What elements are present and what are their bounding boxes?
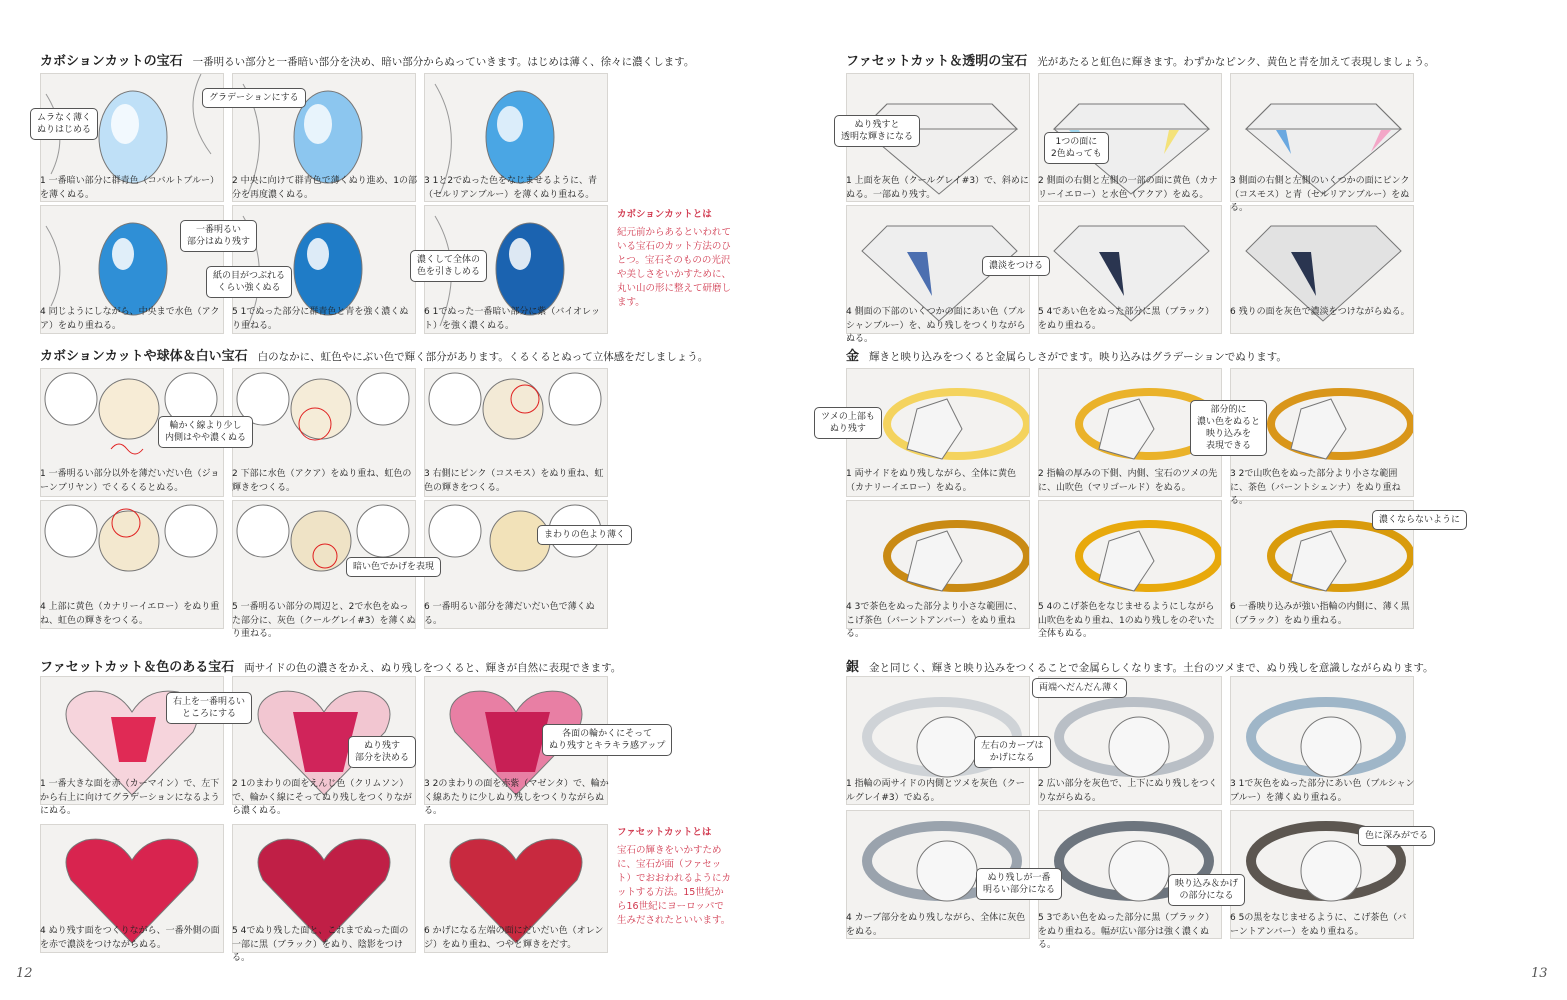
step-caption: 6 一番明るい部分を薄だいだい色で薄くぬる。 xyxy=(424,602,595,626)
callout-bubble: ぬり残しが一番 明るい部分になる xyxy=(976,868,1062,900)
step-caption: 6 一番映り込みが強い指輪の内側に、薄く黒（ブラック）をぬり重ねる。 xyxy=(1230,602,1410,626)
section-title-gold: 金 輝きと映り込みをつくると金属らしさがでます。映り込みはグラデーションでぬります。 xyxy=(846,349,1287,364)
step-caption: 1 一番大きな面を赤（カーマイン）で、左下から右上に向けてグラデーションになるようにぬる。 xyxy=(40,779,220,816)
step-caption: 3 側面の右側と左側のいくつかの面にピンク（コスモス）と青（セルリアンブルー）をぬる。 xyxy=(1230,176,1410,213)
step-caption: 5 4であい色をぬった部分に黒（ブラック）をぬり重ねる。 xyxy=(1038,307,1215,331)
callout-bubble: グラデーションにする xyxy=(202,88,306,108)
step-caption: 4 上部に黄色（カナリーイエロー）をぬり重ね、虹色の輝きをつくる。 xyxy=(40,602,220,626)
callout-bubble: ぬり残すと 透明な輝きになる xyxy=(834,115,920,147)
callout-bubble: 映り込み＆かげ の部分になる xyxy=(1168,874,1245,906)
callout-bubble: 暗い色でかげを表現 xyxy=(346,557,441,577)
step-caption: 2 下部に水色（アクア）をぬり重ね、虹色の輝きをつくる。 xyxy=(232,469,412,493)
step-caption: 1 一番明るい部分以外を薄だいだい色（ジョーンブリヤン）でくるくるとぬる。 xyxy=(40,469,220,493)
step-caption: 5 3であい色をぬった部分に黒（ブラック）をぬり重ねる。幅が広い部分は強く濃くぬる。 xyxy=(1038,913,1215,950)
callout-bubble: 輪かく線より少し 内側はやや濃くぬる xyxy=(158,416,253,448)
step-caption: 3 1で灰色をぬった部分にあい色（ブルシャンブルー）を薄くぬり重ねる。 xyxy=(1230,779,1415,803)
step-caption: 5 4でぬり残した面と、これまでぬった面の一部に黒（ブラック）をぬり、陰影をつける。 xyxy=(232,926,409,963)
step-caption: 6 1でぬった一番暗い部分に紫（バイオレット）を強く濃くぬる。 xyxy=(424,307,600,331)
callout-bubble: 部分的に 濃い色をぬると 映り込みを 表現できる xyxy=(1190,400,1267,456)
section-title-cabochon: カボションカットの宝石 一番明るい部分と一番暗い部分を決め、暗い部分からぬっていきます。はじめは薄く、徐々に濃くします。 xyxy=(40,54,695,69)
callout-bubble: 1つの面に 2色ぬっても xyxy=(1044,132,1109,164)
step-caption: 5 一番明るい部分の周辺と、2で水色をぬった部分に、灰色（クールグレイ#3）を薄くぬり重ねる。 xyxy=(232,602,416,639)
callout-bubble: 濃くして全体の 色を引きしめる xyxy=(410,250,487,282)
section-title-colored-facet: ファセットカット＆色のある宝石 両サイドの色の濃さをかえ、ぬり残しをつくると、輝きが自然に表現できます。 xyxy=(40,660,622,675)
side-note-cabochon: カボションカットとは 紀元前からあるといわれている宝石のカット方法のひとつ。宝石そのものの光沢や美しさをいかすために、丸い山の形に整えて研磨します。 xyxy=(617,209,732,308)
step-caption: 1 上面を灰色（クールグレイ#3）で、斜めにぬる。一部ぬり残す。 xyxy=(846,176,1029,200)
step-caption: 2 1のまわりの面をえんじ色（クリムソン）で、輪かく線にそってぬり残しをつくりながら濃くぬる。 xyxy=(232,779,412,816)
step-caption: 6 5の黒をなじませるように、こげ茶色（バーントアンバー）をぬり重ねる。 xyxy=(1230,913,1407,937)
step-caption: 1 両サイドをぬり残しながら、全体に黄色（カナリーイエロー）をぬる。 xyxy=(846,469,1016,493)
callout-bubble: 左右のカーブは かげになる xyxy=(974,736,1051,768)
step-caption: 1 一番暗い部分に群青色（コバルトブルー）を薄くぬる。 xyxy=(40,176,219,200)
callout-bubble: ムラなく薄く ぬりはじめる xyxy=(30,108,98,140)
step-caption: 3 1と2でぬった色をなじませるように、青（セルリアンブルー）を薄くぬり重ねる。 xyxy=(424,176,598,200)
section-title-white-gem: カボションカットや球体＆白い宝石 白のなかに、虹色やにぶい色で輝く部分があります。くるくるとぬって立体感をだしましょう。 xyxy=(40,349,709,364)
callout-bubble: 色に深みがでる xyxy=(1358,826,1435,846)
step-caption: 2 指輪の厚みの下側、内側、宝石のツメの先に、山吹色（マリゴールド）をぬる。 xyxy=(1038,469,1218,493)
callout-bubble: 一番明るい 部分はぬり残す xyxy=(180,220,257,252)
callout-bubble: 右上を一番明るい ところにする xyxy=(166,692,252,724)
step-caption: 6 かげになる左端の面にだいだい色（オレンジ）をぬり重ね、つやと輝きをだす。 xyxy=(424,926,604,950)
side-note-facet: ファセットカットとは 宝石の輝きをいかすために、宝石が面（ファセット）でおおわれるようにカットする方法。15世紀から16世紀にヨーロッパで生みだされたといいます。 xyxy=(617,827,732,926)
step-caption: 4 カーブ部分をぬり残しながら、全体に灰色をぬる。 xyxy=(846,913,1026,937)
callout-bubble: ぬり残す 部分を決める xyxy=(348,736,416,768)
step-caption: 4 3で茶色をぬった部分より小さな範囲に、こげ茶色（バーントアンバー）をぬり重ねる。 xyxy=(846,602,1023,639)
section-title-clear-facet: ファセットカット＆透明の宝石 光があたると虹色に輝きます。わずかなピンク、黄色と青を加えて表現しましょう。 xyxy=(846,54,1435,69)
section-title-silver: 銀 金と同じく、輝きと映り込みをつくることで金属らしくなります。土台のツメまで、ぬり残しを意識しながらぬります。 xyxy=(846,660,1434,675)
step-caption: 2 側面の右側と左側の一部の面に黄色（カナリーイエロー）と水色（アクア）をぬる。 xyxy=(1038,176,1218,200)
step-caption: 3 2のまわりの面を赤紫（マゼンタ）で、輪かく線あたりに少しぬり残しをつくりながらぬる。 xyxy=(424,779,609,816)
step-caption: 5 1でぬった部分に群青色と青を強く濃くぬり重ねる。 xyxy=(232,307,409,331)
step-caption: 3 2で山吹色をぬった部分より小さな範囲に、茶色（バーントシェンナ）をぬり重ねる。 xyxy=(1230,469,1401,506)
callout-bubble: まわりの色より薄く xyxy=(537,525,632,545)
step-caption: 2 広い部分を灰色で、上下にぬり残しをつくりながらぬる。 xyxy=(1038,779,1218,803)
callout-bubble: 濃淡をつける xyxy=(982,256,1050,276)
step-caption: 4 同じようにしながら、中央まで水色（アクア）をぬり重ねる。 xyxy=(40,307,220,331)
step-caption: 5 4のこげ茶色をなじませるようにしながら山吹色をぬり重ね、1のぬり残しをのぞいた全体もぬる。 xyxy=(1038,602,1215,639)
callout-bubble: 各面の輪かくにそって ぬり残すとキラキラ感アップ xyxy=(542,724,672,756)
callout-bubble: 紙の目がつぶれる くらい強くぬる xyxy=(206,266,292,298)
step-caption: 4 側面の下部のいくつかの面にあい色（ブルシャンブルー）を、ぬり残しをつくりながらぬる。 xyxy=(846,307,1026,344)
page-number-left: 12 xyxy=(16,966,33,981)
step-caption: 1 指輪の両サイドの内側とツメを灰色（クールグレイ#3）でぬる。 xyxy=(846,779,1025,803)
callout-bubble: 濃くならないように xyxy=(1372,510,1467,530)
callout-bubble: ツメの上部も ぬり残す xyxy=(814,407,882,439)
step-caption: 6 残りの面を灰色で濃淡をつけながらぬる。 xyxy=(1230,307,1410,317)
callout-bubble: 両端へだんだん薄く xyxy=(1032,678,1127,698)
page-number-right: 13 xyxy=(1531,966,1548,981)
step-caption: 3 右側にピンク（コスモス）をぬり重ね、虹色の輝きをつくる。 xyxy=(424,469,604,493)
step-caption: 4 ぬり残す面をつくりながら、一番外側の面を赤で濃淡をつけながらぬる。 xyxy=(40,926,220,950)
step-caption: 2 中央に向けて群青色で薄くぬり進め、1の部分を再度濃くぬる。 xyxy=(232,176,417,200)
